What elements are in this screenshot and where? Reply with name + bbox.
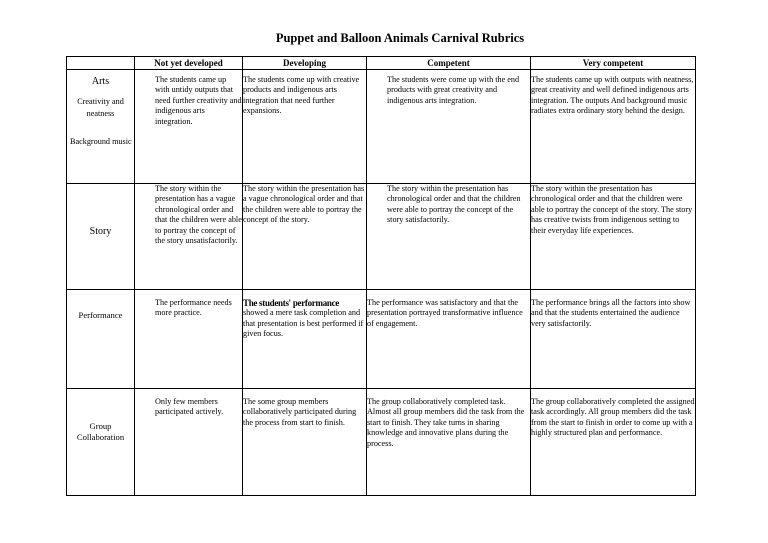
criterion-main: Arts (91, 76, 110, 87)
cell-group-not-yet: Only few members participated actively. (135, 389, 243, 496)
document-title: Puppet and Balloon Animals Carnival Rubrics (275, 31, 525, 45)
cell-group-developing: The some group members collaboratively participated during the process from start to finish. (243, 389, 367, 496)
cell-performance-very-competent: The performance brings all the factors into show and that the students entertained the audience very satisfactorily. (531, 290, 696, 389)
cell-performance-developing (243, 290, 367, 389)
table-row-group-collaboration (67, 389, 696, 496)
criterion-arts (67, 70, 135, 184)
header-very-competent: Very competent (531, 57, 696, 70)
criterion-performance (67, 290, 135, 389)
header-developing: Developing (243, 57, 367, 70)
developing-lead-text: The students' performance (243, 298, 339, 308)
cell-group-competent: The group collaboratively completed task. Almost all group members did the task from the start to finish. They take turns in sharing knowledge and innovative plans during the process. (367, 389, 531, 496)
cell-arts-not-yet: The students came up with untidy outputs that need further creativity and indigenous arts integration. (135, 70, 243, 184)
criterion-main: Group Collaboration (76, 421, 125, 442)
developing-body-text: showed a mere task completion and that presentation is best performed if given focus. (243, 308, 364, 339)
cell-group-very-competent: The group collaboratively completed the assigned task accordingly. All group members did the task from the start to finish in order to come up with a highly structured plan and performance. (531, 389, 696, 496)
cell-story-developing: The story within the presentation has a vague chronological order and that the children were able to portray the concept of the story. (243, 184, 367, 290)
cell-story-very-competent: The story within the presentation has chronological order and that the children were able to portray the concept of the story. The story has creative twists from indigenous setting to their everyday life experiences. (531, 184, 696, 290)
criterion-main: Story (89, 226, 112, 237)
criterion-group-collaboration (67, 389, 135, 496)
cell-story-competent: The story within the presentation has chronological order and that the children were able to portray the concept of the story satisfactorily. (367, 184, 531, 290)
header-row (67, 57, 696, 70)
cell-arts-competent: The students were come up with the end products with great creativity and indigenous arts integration. (367, 70, 531, 184)
table-row-story (67, 184, 696, 290)
criterion-story (67, 184, 135, 290)
criterion-extra: Background music (70, 137, 132, 147)
criterion-sub: Creativity and neatness (77, 97, 124, 119)
rubric-table (66, 56, 696, 496)
cell-performance-not-yet: The performance needs more practice. (135, 290, 243, 389)
table-row-arts (67, 70, 696, 184)
cell-performance-competent: The performance was satisfactory and that the presentation portrayed transformative influence of engagement. (367, 290, 531, 389)
table-row-performance (67, 290, 696, 389)
criterion-main: Performance (78, 310, 123, 320)
header-not-yet-developed: Not yet developed (135, 57, 243, 70)
cell-arts-very-competent: The students came up with outputs with neatness, great creativity and well defined indigenous arts integration. The outputs And background music radiates extra ordinary story behind the design. (531, 70, 696, 184)
cell-arts-developing: The students come up with creative products and indigenous arts integration that need further expansions. (243, 70, 367, 184)
cell-story-not-yet: The story within the presentation has a vague chronological order and that the children were able to portray the concept of the story unsatisfactorily. (135, 184, 243, 290)
header-blank (67, 57, 135, 70)
header-competent: Competent (367, 57, 531, 70)
